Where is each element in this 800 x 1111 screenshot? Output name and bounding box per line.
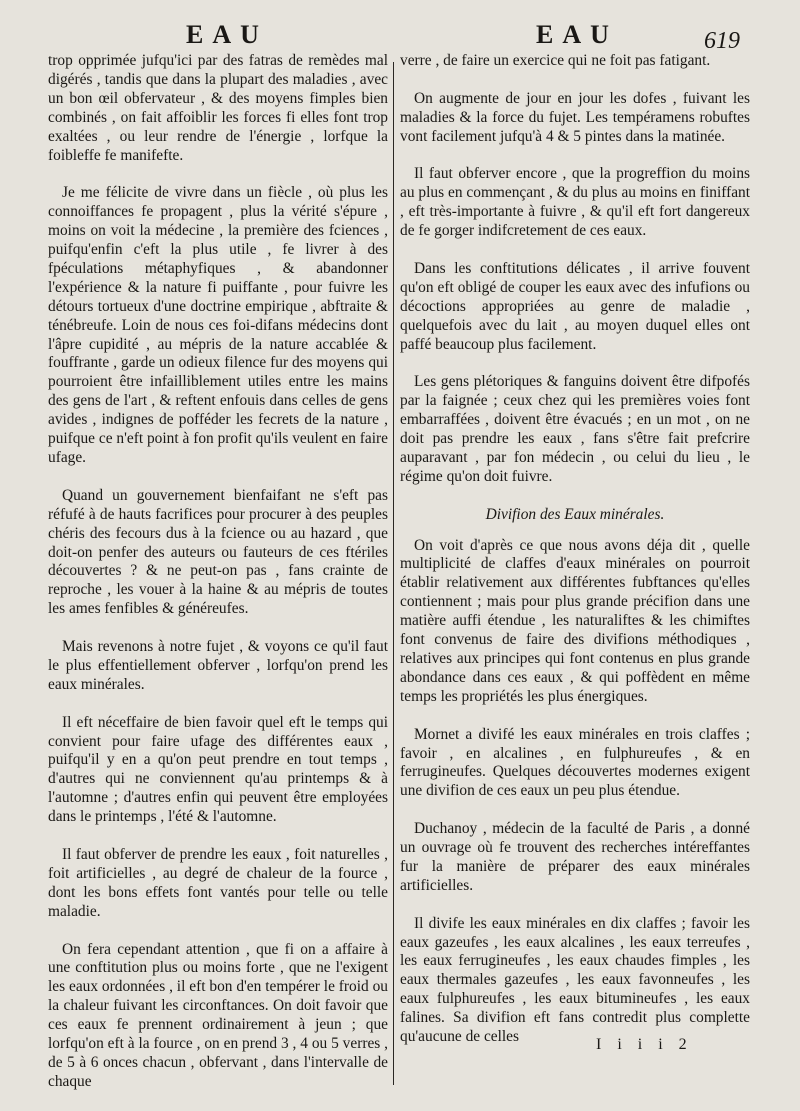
signature-mark: I i i i 2 [596, 1036, 693, 1053]
paragraph: Il divife les eaux minérales en dix claffes ; favoir les eaux gazeufes , les eaux alcalines , les eaux terreufes , les eaux ferrugineufes , les eaux chaudes fimples , les eaux thermales gazeufes , les eaux favonneufes , les eaux fulphureufes , les eaux bitumineufes , les eaux falines. Sa divifion eft fans contredit plus complette qu'aucune de celles [400, 914, 750, 1046]
page-number: 619 [704, 28, 740, 54]
paragraph: trop opprimée jufqu'ici par des fatras de remèdes mal digérés , tandis que dans la plupart des maladies , avec un bon œil obfervateur , & des moyens fimples bien combinés , on fait affoiblir les forces fi elles font trop exaltées , ou leur rendre de l'énergie , lorfque la foibleffe fe manifefte. [48, 52, 388, 164]
paragraph: Les gens plétoriques & fanguins doivent être difpofés par la faignée ; ceux chez qui les premières voies font embarraffées , doivent être évacués ; en un mot , on ne doit pas prendre les eaux , fans s'être fait prefcrire auparavant , par fon médecin , ou celui du lieu , le régime qu'on doit fuivre. [400, 373, 750, 485]
paragraph: Mais revenons à notre fujet , & voyons ce qu'il faut le plus effentiellement obferver , lorfqu'on prend les eaux minérales. [48, 638, 388, 693]
left-column [48, 52, 388, 1111]
paragraph: On augmente de jour en jour les dofes , fuivant les maladies & la force du fujet. Les tempéramens robuftes vont facilement jufqu'à 4 & 5 pintes dans la matinée. [400, 89, 750, 145]
paragraph: Quand un gouvernement bienfaifant ne s'eft pas réfufé à de hauts facrifices pour procurer à des peuples chéris des fecours dus à la fcience ou au hazard , que doit-on penfer des auteurs ou fauteurs de ces ftériles découvertes ? & ne peut-on pas , fans crainte de reproche , les vouer à la haine & au mépris de toutes les ames fenfibles & généreufes. [48, 486, 388, 618]
paragraph: On fera cependant attention , que fi on a affaire à une conftitution plus ou moins forte , que ne l'exigent les eaux ordonnées , il eft bon d'en tempérer le froid ou la chaleur fuivant les circonftances. On doit favoir que ces eaux fe prennent ordinairement à jeun ; que lorfqu'on eft à la fource , on en prend 3 , 4 ou 5 verres , de 5 à 6 onces chacun , obfervant , dans l'intervalle de chaque [48, 940, 388, 1090]
right-column [400, 52, 750, 1066]
running-head-right: EAU [536, 20, 618, 49]
paragraph: Dans les conftitutions délicates , il arrive fouvent qu'on eft obligé de couper les eaux avec des infufions ou décoctions appropriées au genre de maladie , quelquefois avec du lait , au moyen duquel elles ont paffé beaucoup plus facilement. [400, 259, 750, 353]
paragraph: verre , de faire un exercice qui ne foit pas fatigant. [400, 52, 711, 69]
paragraph: Duchanoy , médecin de la faculté de Paris , a donné un ouvrage où fe trouvent des recherches intéreffantes fur la manière de préparer des eaux minérales artificielles. [400, 820, 750, 894]
running-head-left: EAU [186, 20, 268, 49]
paragraph: Mornet a divifé les eaux minérales en trois claffes ; favoir , en alcalines , en fulphureufes , & en ferrugineufes. Quelques découvertes modernes exigent une divifion de ces eaux un peu plus étendue. [400, 725, 750, 800]
section-heading: Divifion des Eaux minérales. [485, 505, 665, 523]
paragraph: Il eft néceffaire de bien favoir quel eft le temps qui convient pour faire ufage des différentes eaux , puifqu'il y en a qu'on peut prendre en tout temps , d'autres qui ne conviennent qu'au printemps & à l'automne ; d'autres enfin qui peuvent être employées dans le printemps , l'été & l'automne. [48, 713, 388, 826]
column-divider [393, 62, 394, 1085]
paragraph: Il faut obferver encore , que la progreffion du moins au plus en commençant , & du plus au moins en finiffant , eft très-importante à fuivre , & qu'il eft fort dangereux de fe gorger indifcretement de ces eaux. [400, 165, 750, 240]
paragraph: On voit d'après ce que nous avons déja dit , quelle multiplicité de claffes d'eaux minérales on pourroit établir relativement aux différentes fubftances qu'elles contiennent ; mais pour plus grande précifion dans une matière auffi étendue , les naturaliftes & les chimiftes font convenus de faire des divifions méthodiques , relatives aux principes qui font contenus en plus grande abondance dans ces eaux , & qui poffèdent en même temps les propriétés les plus énergiques. [400, 536, 750, 705]
paragraph: Je me félicite de vivre dans un fiècle , où plus les connoiffances fe propagent , plus la vérité s'épure , moins on voit la médecine , la première des fciences , puifqu'enfin c'eft la plus utile , fe livrer à des fpéculations métaphyfiques , & abandonner l'expérience & la nature fi puiffante , pour fuivre les détours tortueux d'une doctrine empirique , abftraite & ténébreufe. Loin de nous ces foi-difans médecins dont l'âpre cupidité , au mépris de la nature accablée & fouffrante , garde un odieux filence fur des moyens qui pourroient être infailliblement utiles entre les mains des gens de l'art , & reftent enfouis dans celles de gens avides , indignes de pofféder les fecrets de la nature , puifque ce n'eft point à fon profit qu'ils veulent en faire ufage. [48, 184, 388, 467]
paragraph: Il faut obferver de prendre les eaux , foit naturelles , foit artificielles , au degré de chaleur de la fource , dont les bons effets font vantés pour telle ou telle maladie. [48, 845, 388, 920]
